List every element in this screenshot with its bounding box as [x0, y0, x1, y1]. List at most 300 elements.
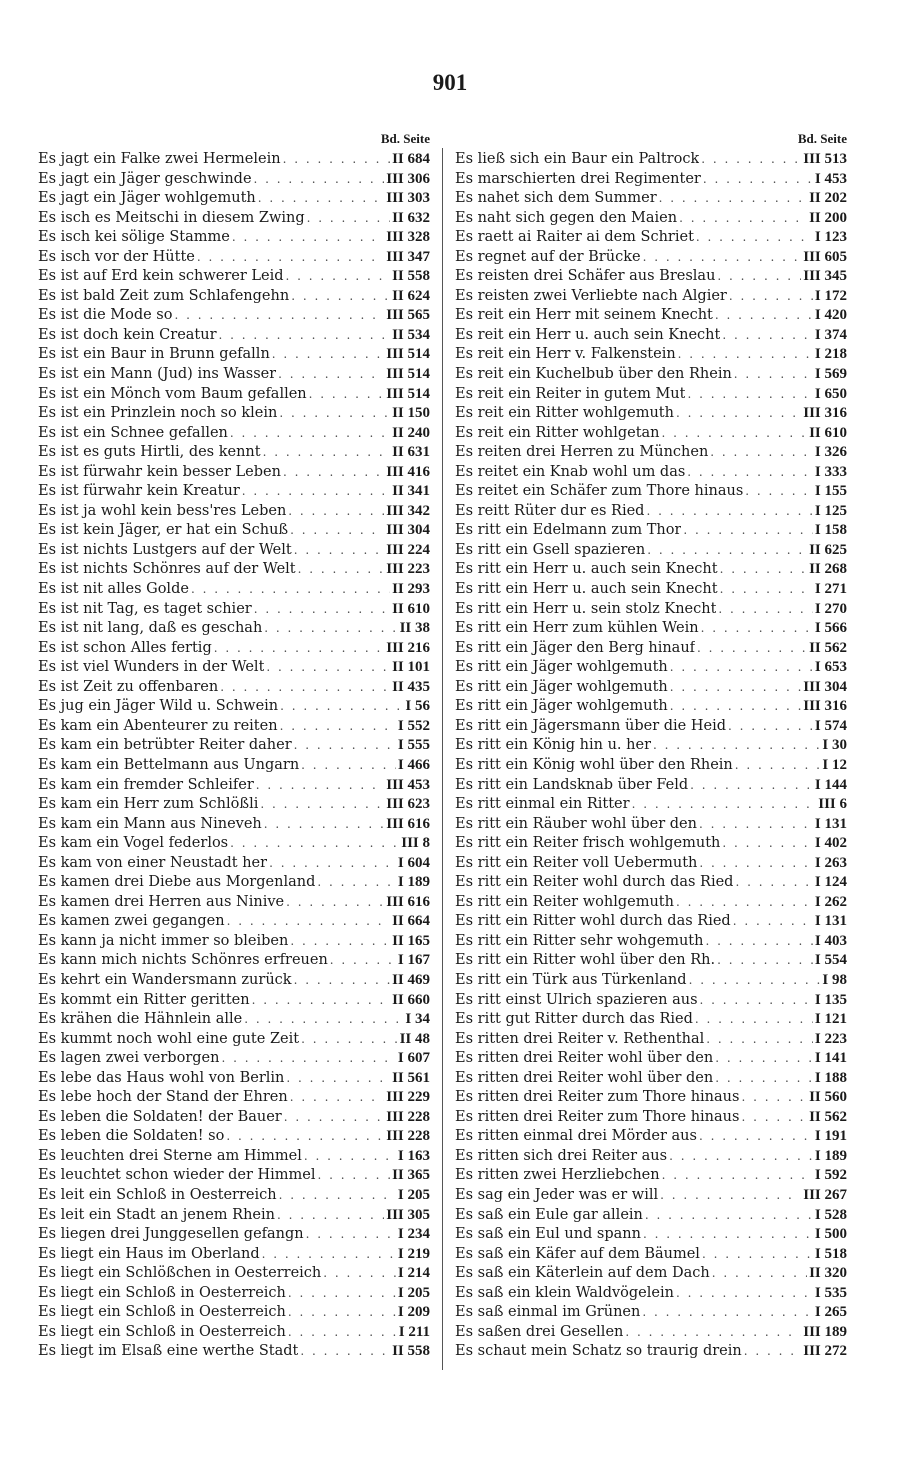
entry-title: Es ist ein Mönch vom Baum gefallen — [38, 385, 307, 402]
dot-leader — [710, 443, 813, 463]
entry-reference: I 518 — [814, 1245, 847, 1262]
entry-title: Es ritt ein Herr zum kühlen Wein — [455, 620, 699, 637]
dot-leader — [304, 1147, 396, 1167]
entry-title: Es kam von einer Neustadt her — [38, 854, 268, 871]
index-entry — [38, 463, 430, 483]
index-entry — [38, 1186, 430, 1206]
index-entry — [455, 345, 847, 365]
entry-reference: II 48 — [399, 1030, 430, 1047]
entry-reference: I 263 — [814, 854, 847, 871]
entry-title: Es kam ein Mann aus Nineveh — [38, 815, 262, 832]
dot-leader — [676, 1284, 813, 1304]
index-entry — [455, 912, 847, 932]
entry-reference: III 342 — [386, 502, 430, 519]
entry-title: Es liegt ein Haus im Oberland — [38, 1245, 260, 1262]
dot-leader — [662, 1166, 813, 1186]
index-entry — [38, 326, 430, 346]
dot-leader — [647, 541, 807, 561]
dot-leader — [220, 678, 390, 698]
dot-leader — [720, 560, 807, 580]
entry-title: Es reitet ein Knab wohl um das — [455, 463, 686, 480]
index-entry — [38, 971, 430, 991]
entry-reference: I 270 — [814, 600, 847, 617]
index-entry — [455, 1147, 847, 1167]
entry-title: Es saß ein Käterlein auf dem Dach — [455, 1265, 710, 1282]
index-entry — [38, 541, 430, 561]
dot-leader — [653, 736, 820, 756]
entry-reference: III 623 — [386, 796, 430, 813]
entry-reference: II 534 — [392, 326, 430, 343]
index-entry — [455, 1127, 847, 1147]
index-entry — [455, 541, 847, 561]
entry-title: Es ritt ein Jägersmann über die Heid — [455, 717, 727, 734]
index-entry — [455, 482, 847, 502]
entry-reference: I 124 — [814, 874, 847, 891]
entry-title: Es ist die Mode so — [38, 307, 173, 324]
dot-leader — [298, 560, 385, 580]
dot-leader — [679, 209, 807, 229]
entry-reference: II 561 — [392, 1069, 430, 1086]
index-entry — [455, 521, 847, 541]
entry-title: Es ritt ein Reiter wohl durch das Ried — [455, 874, 734, 891]
index-entry — [38, 912, 430, 932]
dot-leader — [669, 1147, 813, 1167]
entry-title: Es liegt ein Schloß in Oesterreich — [38, 1304, 286, 1321]
index-entry — [38, 1342, 430, 1362]
entry-title: Es ritt ein Ritter wohl durch das Ried — [455, 913, 731, 930]
entry-reference: II 165 — [392, 932, 430, 949]
index-entry — [455, 854, 847, 874]
dot-leader — [695, 1010, 813, 1030]
entry-reference: I 205 — [397, 1284, 430, 1301]
entry-title: Es kam ein fremder Schleifer — [38, 776, 254, 793]
entry-reference: II 435 — [392, 678, 430, 695]
entry-title: Es ist Zeit zu offenbaren — [38, 678, 219, 695]
dot-leader — [277, 1206, 384, 1226]
entry-title: Es ritten sich drei Reiter aus — [455, 1147, 668, 1164]
dot-leader — [715, 1049, 813, 1069]
entry-title: Es leit ein Stadt an jenem Rhein — [38, 1206, 275, 1223]
entry-reference: I 466 — [397, 756, 430, 773]
index-entry — [455, 971, 847, 991]
index-entry — [38, 580, 430, 600]
entry-reference: I 326 — [814, 444, 847, 461]
entry-title: Es reit ein Ritter wohlgemuth — [455, 405, 674, 422]
entry-title: Es isch kei sölige Stamme — [38, 229, 230, 246]
entry-reference: I 167 — [397, 952, 430, 969]
entry-reference: III 6 — [818, 796, 847, 813]
entry-title: Es jagt ein Falke zwei Hermelein — [38, 151, 281, 167]
dot-leader — [221, 1049, 395, 1069]
index-entry — [455, 1108, 847, 1128]
entry-reference: III 228 — [386, 1108, 430, 1125]
entry-title: Es kam ein Abenteurer zu reiten — [38, 717, 278, 734]
entry-title: Es ritt ein Edelmann zum Thor — [455, 522, 682, 539]
entry-title: Es ist ein Baur in Brunn gefalln — [38, 346, 270, 363]
index-entry — [38, 736, 430, 756]
index-entry — [455, 1088, 847, 1108]
entry-title: Es ritten drei Reiter zum Thore hinaus — [455, 1108, 740, 1125]
index-entry — [455, 1264, 847, 1284]
entry-reference: I 219 — [397, 1245, 430, 1262]
entry-reference: I 12 — [822, 756, 847, 773]
entry-title: Es ritt ein Landsknab über Feld — [455, 776, 689, 793]
dot-leader — [280, 697, 403, 717]
entry-reference: I 191 — [814, 1128, 847, 1145]
dot-leader — [670, 658, 813, 678]
dot-leader — [699, 1127, 813, 1147]
entry-title: Es kam ein Bettelmann aus Ungarn — [38, 756, 300, 773]
dot-leader — [294, 971, 390, 991]
entry-reference: II 660 — [392, 991, 430, 1008]
entry-title: Es kam ein Vogel federlos — [38, 835, 229, 852]
index-entry — [455, 580, 847, 600]
entry-reference: II 293 — [392, 581, 430, 598]
index-entry — [455, 600, 847, 620]
entry-reference: II 341 — [392, 483, 430, 500]
entry-title: Es ist nichts Lustgers auf der Welt — [38, 541, 292, 558]
dot-leader — [705, 932, 812, 952]
entry-reference: I 56 — [405, 698, 430, 715]
entry-reference: II 240 — [392, 424, 430, 441]
entry-reference: II 558 — [392, 1343, 430, 1360]
dot-leader — [722, 326, 813, 346]
entry-title: Es kummt noch wohl eine gute Zeit — [38, 1030, 300, 1047]
entry-reference: I 121 — [814, 1011, 847, 1028]
index-entry — [38, 795, 430, 815]
entry-reference: III 514 — [386, 385, 430, 402]
entry-title: Es regnet auf der Brücke — [455, 248, 641, 265]
entry-title: Es kamen drei Herren aus Ninive — [38, 893, 285, 910]
entry-title: Es saßen drei Gesellen — [455, 1323, 624, 1340]
index-entry — [38, 189, 430, 209]
index-entry — [38, 560, 430, 580]
index-entry — [455, 150, 847, 170]
index-entry — [38, 404, 430, 424]
entry-reference: III 345 — [803, 268, 847, 285]
index-entry — [38, 1303, 430, 1323]
dot-leader — [291, 287, 390, 307]
entry-title: Es naht sich gegen den Maien — [455, 209, 678, 226]
dot-leader — [720, 580, 813, 600]
dot-leader — [301, 1030, 397, 1050]
dot-leader — [643, 1225, 813, 1245]
index-entry — [38, 1030, 430, 1050]
entry-title: Es ritten drei Reiter zum Thore hinaus — [455, 1089, 740, 1106]
entry-title: Es ritt ein Herr u. auch sein Knecht — [455, 561, 718, 578]
entry-title: Es reit ein Kuchelbub über den Rhein — [455, 366, 732, 383]
dot-leader — [286, 1069, 390, 1089]
index-entry — [38, 1069, 430, 1089]
dot-leader — [264, 619, 397, 639]
index-entry — [455, 697, 847, 717]
index-entry — [455, 1284, 847, 1304]
entry-title: Es reitt Rüter dur es Ried — [455, 502, 645, 519]
entry-title: Es ist nit alles Golde — [38, 581, 189, 598]
entry-title: Es ist fürwahr kein besser Leben — [38, 463, 281, 480]
index-entry — [38, 1206, 430, 1226]
entry-reference: I 374 — [814, 326, 847, 343]
entry-title: Es ist ein Schnee gefallen — [38, 424, 228, 441]
dot-leader — [279, 1186, 396, 1206]
index-entry — [455, 619, 847, 639]
entry-reference: III 416 — [386, 463, 430, 480]
entry-reference: III 306 — [386, 170, 430, 187]
entry-reference: I 188 — [814, 1069, 847, 1086]
entry-title: Es ritt ein König wohl über den Rhein — [455, 756, 733, 773]
entry-title: Es jug ein Jäger Wild u. Schwein — [38, 698, 279, 715]
dot-leader — [279, 404, 390, 424]
entry-reference: I 552 — [397, 717, 430, 734]
dot-leader — [260, 795, 384, 815]
entry-title: Es ritt ein Ritter wohl über den Rh. — [455, 952, 716, 969]
index-entry — [455, 1303, 847, 1323]
dot-leader — [288, 1284, 396, 1304]
entry-title: Es leuchten drei Sterne am Himmel — [38, 1147, 302, 1164]
entry-reference: I 265 — [814, 1304, 847, 1321]
entry-title: Es kommt ein Ritter geritten — [38, 991, 250, 1008]
dot-leader — [280, 717, 396, 737]
entry-title: Es ritt ein Räuber wohl über den — [455, 815, 697, 832]
index-entry — [38, 776, 430, 796]
index-list-right — [455, 150, 847, 1362]
dot-leader — [283, 150, 391, 170]
entry-reference: II 631 — [392, 444, 430, 461]
index-entry — [455, 756, 847, 776]
index-entry — [455, 815, 847, 835]
dot-leader — [294, 736, 396, 756]
index-entry — [455, 639, 847, 659]
entry-title: Es kann ja nicht immer so bleiben — [38, 932, 289, 949]
entry-reference: I 34 — [405, 1011, 430, 1028]
dot-leader — [643, 248, 802, 268]
entry-title: Es reit ein Herr u. auch sein Knecht — [455, 326, 721, 343]
index-entry — [455, 736, 847, 756]
index-entry — [455, 1323, 847, 1343]
entry-title: Es saß ein Käfer auf dem Bäumel — [455, 1245, 700, 1262]
index-entry — [38, 1147, 430, 1167]
index-entry — [38, 697, 430, 717]
index-entry — [455, 502, 847, 522]
entry-reference: I 172 — [814, 287, 847, 304]
entry-title: Es ritt ein Reiter wohlgemuth — [455, 893, 674, 910]
entry-reference: III 8 — [401, 835, 430, 852]
entry-reference: I 123 — [814, 229, 847, 246]
dot-leader — [262, 1245, 396, 1265]
dot-leader — [735, 873, 812, 893]
index-entry — [455, 404, 847, 424]
index-entry — [38, 1323, 430, 1343]
entry-reference: III 304 — [803, 678, 847, 695]
entry-reference: I 574 — [814, 717, 847, 734]
entry-reference: I 592 — [814, 1167, 847, 1184]
dot-leader — [662, 424, 808, 444]
entry-reference: I 453 — [814, 170, 847, 187]
dot-leader — [269, 854, 396, 874]
entry-title: Es kamen zwei gegangen — [38, 913, 225, 930]
index-entry — [455, 1206, 847, 1226]
index-entry — [38, 1225, 430, 1245]
index-entry — [455, 326, 847, 346]
entry-title: Es leuchtet schon wieder der Himmel — [38, 1167, 316, 1184]
entry-reference: III 216 — [386, 639, 430, 656]
index-entry — [38, 1284, 430, 1304]
column-header: Bd. Seite — [797, 131, 847, 146]
entry-title: Es leben die Soldaten! so — [38, 1128, 225, 1145]
entry-reference: II 610 — [809, 424, 847, 441]
index-entry — [455, 932, 847, 952]
entry-reference: I 604 — [397, 854, 430, 871]
index-list-left — [38, 150, 430, 1362]
entry-title: Es liegt ein Schlößchen in Oesterreich — [38, 1265, 322, 1282]
dot-leader — [689, 971, 821, 991]
dot-leader — [318, 1166, 391, 1186]
dot-leader — [741, 1108, 807, 1128]
index-entry — [38, 345, 430, 365]
entry-reference: II 268 — [809, 561, 847, 578]
entry-title: Es reisten zwei Verliebte nach Algier — [455, 287, 727, 304]
dot-leader — [690, 776, 813, 796]
entry-reference: I 205 — [397, 1186, 430, 1203]
entry-reference: II 625 — [809, 541, 847, 558]
dot-leader — [264, 815, 384, 835]
index-entry — [38, 932, 430, 952]
entry-title: Es krähen die Hähnlein alle — [38, 1011, 243, 1028]
entry-reference: III 228 — [386, 1128, 430, 1145]
index-entry — [38, 248, 430, 268]
entry-reference: II 320 — [809, 1265, 847, 1282]
page-number: 901 — [432, 70, 468, 95]
dot-leader — [645, 1206, 813, 1226]
index-entry — [455, 1030, 847, 1050]
entry-title: Es ritt einst Ulrich spazieren aus — [455, 991, 698, 1008]
dot-leader — [660, 1186, 801, 1206]
dot-leader — [290, 1088, 385, 1108]
entry-title: Es isch vor der Hütte — [38, 248, 195, 265]
index-entry — [38, 873, 430, 893]
dot-leader — [272, 345, 384, 365]
entry-reference: I 607 — [397, 1050, 430, 1067]
dot-leader — [735, 756, 821, 776]
dot-leader — [676, 404, 801, 424]
entry-reference: I 209 — [397, 1304, 430, 1321]
dot-leader — [718, 600, 812, 620]
entry-title: Es ist nichts Schönres auf der Welt — [38, 561, 296, 578]
entry-reference: III 224 — [386, 541, 430, 558]
entry-reference: II 202 — [809, 190, 847, 207]
entry-title: Es ritten zwei Herzliebchen — [455, 1167, 660, 1184]
entry-title: Es ritt ein Jäger wohlgemuth — [455, 698, 668, 715]
entry-reference: I 223 — [814, 1030, 847, 1047]
entry-reference: III 305 — [386, 1206, 430, 1223]
dot-leader — [290, 521, 384, 541]
index-entry — [38, 815, 430, 835]
index-entry — [455, 365, 847, 385]
entry-reference: III 316 — [803, 405, 847, 422]
dot-leader — [717, 267, 801, 287]
index-entry — [38, 209, 430, 229]
dot-leader — [703, 170, 813, 190]
entry-title: Es jagt ein Jäger wohlgemuth — [38, 190, 256, 207]
entry-reference: I 98 — [822, 971, 847, 988]
entry-title: Es reiten drei Herren zu München — [455, 444, 709, 461]
dot-leader — [232, 228, 384, 248]
entry-reference: I 30 — [822, 737, 847, 754]
dot-leader — [252, 991, 390, 1011]
entry-reference: III 453 — [386, 776, 430, 793]
dot-leader — [701, 619, 813, 639]
dot-leader — [699, 815, 813, 835]
entry-reference: I 135 — [814, 991, 847, 1008]
entry-title: Es ritten drei Reiter v. Rethenthal — [455, 1030, 705, 1047]
index-entry — [38, 287, 430, 307]
entry-reference: I 569 — [814, 366, 847, 383]
entry-reference: I 566 — [814, 620, 847, 637]
entry-title: Es ritt ein Türk aus Türkenland — [455, 971, 687, 988]
entry-reference: III 347 — [386, 248, 430, 265]
dot-leader — [700, 991, 813, 1011]
entry-title: Es ließ sich ein Baur ein Paltrock — [455, 151, 700, 167]
entry-reference: I 528 — [814, 1206, 847, 1223]
dot-leader — [733, 912, 813, 932]
entry-reference: I 650 — [814, 385, 847, 402]
dot-leader — [254, 170, 385, 190]
dot-leader — [646, 502, 812, 522]
dot-leader — [687, 463, 813, 483]
index-entry — [38, 443, 430, 463]
entry-reference: I 144 — [814, 776, 847, 793]
entry-title: Es ritt ein Jäger wohlgemuth — [455, 659, 668, 676]
entry-title: Es marschierten drei Regimenter — [455, 170, 701, 187]
dot-leader — [197, 248, 384, 268]
entry-reference: I 163 — [397, 1147, 430, 1164]
index-entry — [38, 228, 430, 248]
entry-reference: III 304 — [386, 522, 430, 539]
index-entry — [38, 385, 430, 405]
dot-leader — [701, 150, 801, 170]
index-entry — [38, 756, 430, 776]
entry-title: Es leben die Soldaten! der Bauer — [38, 1108, 282, 1125]
entry-reference: I 420 — [814, 307, 847, 324]
entry-reference: I 402 — [814, 835, 847, 852]
entry-title: Es ritt ein Herr u. sein stolz Knecht — [455, 600, 717, 617]
index-entry — [455, 385, 847, 405]
entry-reference: III 303 — [386, 190, 430, 207]
index-entry — [38, 521, 430, 541]
entry-reference: III 229 — [386, 1089, 430, 1106]
entry-reference: I 262 — [814, 893, 847, 910]
dot-leader — [728, 717, 813, 737]
dot-leader — [300, 1342, 390, 1362]
index-entry — [455, 1342, 847, 1362]
entry-title: Es reit ein Reiter in gutem Mut — [455, 385, 686, 402]
index-entry — [38, 365, 430, 385]
entry-title: Es ist auf Erd kein schwerer Leid — [38, 268, 284, 285]
entry-reference: II 684 — [392, 151, 430, 167]
entry-title: Es liegt ein Schloß in Oesterreich — [38, 1284, 286, 1301]
entry-reference: II 560 — [809, 1089, 847, 1106]
index-entry — [38, 150, 430, 170]
dot-leader — [290, 932, 390, 952]
entry-reference: I 535 — [814, 1284, 847, 1301]
entry-reference: I 155 — [814, 483, 847, 500]
index-entry — [38, 834, 430, 854]
entry-title: Es kann mich nichts Schönres erfreuen — [38, 952, 328, 969]
index-entry — [455, 1049, 847, 1069]
index-entry — [38, 717, 430, 737]
dot-leader — [286, 893, 384, 913]
dot-leader — [670, 697, 802, 717]
